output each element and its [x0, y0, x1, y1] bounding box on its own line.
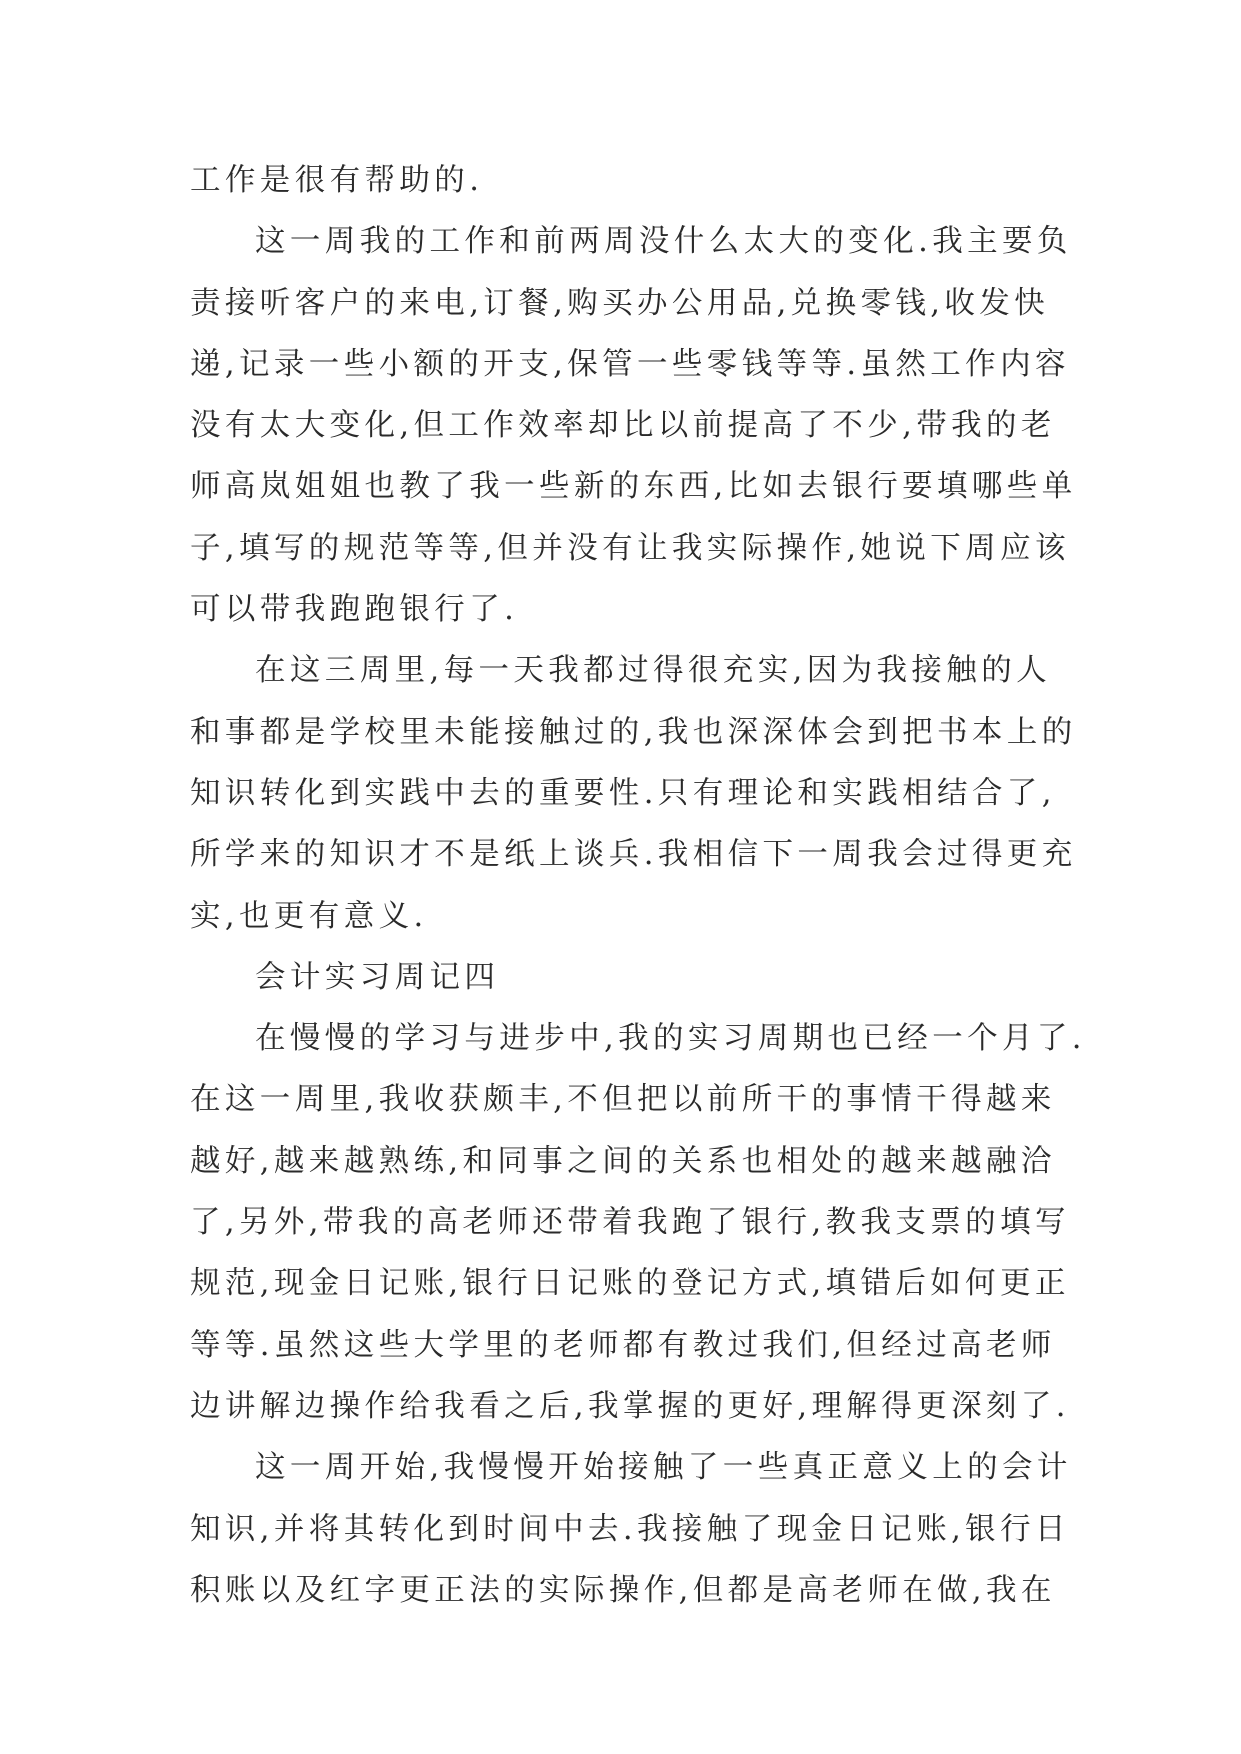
paragraph-start-line: 这一周开始,我慢慢开始接触了一些真正意义上的会计	[255, 1450, 1072, 1486]
text-line: 边讲解边操作给我看之后,我掌握的更好,理解得更深刻了.	[190, 1388, 1070, 1424]
text-line: 可以带我跑跑银行了.	[190, 592, 519, 628]
text-line: 和事都是学校里未能接触过的,我也深深体会到把书本上的	[190, 714, 1077, 750]
text-line: 没有太大变化,但工作效率却比以前提高了不少,带我的老	[190, 408, 1056, 444]
text-line: 规范,现金日记账,银行日记账的登记方式,填错后如何更正	[190, 1266, 1070, 1302]
text-line: 知识转化到实践中去的重要性.只有理论和实践相结合了,	[190, 775, 1056, 811]
paragraph-start-line: 这一周我的工作和前两周没什么太大的变化.我主要负	[255, 224, 1072, 260]
text-line: 等等.虽然这些大学里的老师都有教过我们,但经过高老师	[190, 1327, 1056, 1363]
text-line: 积账以及红字更正法的实际操作,但都是高老师在做,我在	[190, 1572, 1056, 1608]
text-line: 实,也更有意义.	[190, 898, 428, 934]
paragraph-start-line: 在这三周里,每一天我都过得很充实,因为我接触的人	[255, 653, 1051, 689]
section-heading: 会计实习周记四	[255, 959, 500, 995]
text-line: 了,另外,带我的高老师还带着我跑了银行,教我支票的填写	[190, 1205, 1070, 1241]
text-line: 子,填写的规范等等,但并没有让我实际操作,她说下周应该	[190, 530, 1070, 566]
text-line: 责接听客户的来电,订餐,购买办公用品,兑换零钱,收发快	[190, 285, 1050, 321]
text-line: 在这一周里,我收获颇丰,不但把以前所干的事情干得越来	[190, 1082, 1056, 1118]
document-body	[190, 150, 1086, 1621]
text-line: 知识,并将其转化到时间中去.我接触了现金日记账,银行日	[190, 1511, 1070, 1547]
paragraph-start-line: 在慢慢的学习与进步中,我的实习周期也已经一个月了.	[255, 1021, 1086, 1057]
text-line: 师高岚姐姐也教了我一些新的东西,比如去银行要填哪些单	[190, 469, 1077, 505]
text-line: 越好,越来越熟练,和同事之间的关系也相处的越来越融洽	[190, 1143, 1056, 1179]
text-line: 递,记录一些小额的开支,保管一些零钱等等.虽然工作内容	[190, 346, 1070, 382]
text-line: 所学来的知识才不是纸上谈兵.我相信下一周我会过得更充	[190, 837, 1077, 873]
text-line: 工作是很有帮助的.	[190, 163, 484, 198]
